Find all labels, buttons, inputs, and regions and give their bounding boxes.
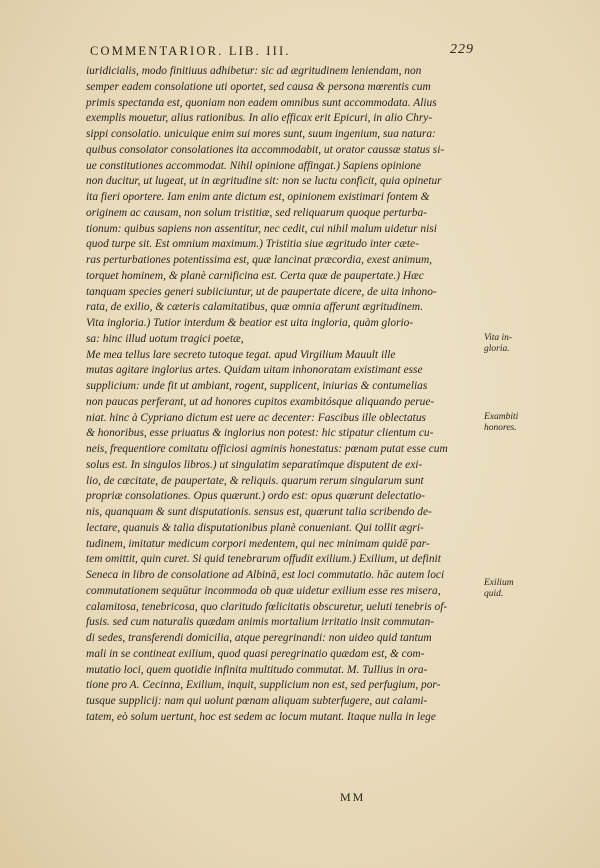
text-line: tatem, eò solum uertunt, hoc est sedem ac locum mutant. Itaque nulla in lege	[86, 710, 436, 723]
text-line: non paucas perferant, ut ad honores cupitos exambitósque aliquando perue-	[86, 395, 435, 408]
text-line: tanquam species generi subiiciuntur, ut de paupertate dicere, de uita inhono-	[86, 285, 437, 298]
body-text	[86, 64, 448, 726]
margin-note-line: honores.	[484, 423, 517, 433]
text-line: Seneca in libro de consolatione ad Albinā, est loci commutatio. hāc autem loci	[86, 569, 445, 581]
text-line: ita fieri oportere. Iam enim ante dictum est, opinionem existimari fontem &	[86, 191, 430, 203]
text-line: torquet hominem, & planè carnificina est. Certa quæ de paupertate.) Hæc	[86, 269, 424, 282]
signature-mark: MM	[340, 790, 366, 804]
text-line: non ducitur, ut lugeat, ut in ægritudine sit: non se luctu conficit, quia opinetur	[86, 175, 442, 188]
text-line: supplicium: unde fit ut ambiant, rogent, supplicent, iniurias & contumelias	[86, 380, 428, 392]
text-line: sa: hinc illud uotum tragici poetæ,	[86, 332, 244, 345]
margin-note-line: Vita in-	[484, 333, 513, 343]
text-line: propriæ consolationes. Opus quærunt.) ordo est: opus quærunt delectatio-	[86, 490, 425, 503]
text-line: ue constitutiones accommodat. Nihil opinione affingat.) Sapiens opinione	[86, 159, 422, 172]
text-line: quibus consolator consolationes ita accommodabit, ut orator caussæ status si-	[86, 143, 445, 156]
text-line: mali in se contineat exilium, quod quasi peregrinatio quædam est, & com-	[86, 647, 425, 660]
text-line: tusque supplicij: nam qui uolunt pœnam aliquam subterfugere, aut calami-	[86, 695, 428, 707]
text-line: nis, quanquam & sunt disputationis. sensus est, quærunt talia scribendo de-	[86, 506, 432, 518]
text-line: quod turpe sit. Est omnium maximum.) Tristitia siue ægritudo inter cæte-	[86, 238, 419, 251]
text-line: exemplis mouetur, alius rationibus. In alio efficax erit Epicuri, in alio Chry-	[86, 112, 433, 125]
text-line: neis, frequentiore comitatu officiosi agminis honestatus: pœnam putat esse cum	[86, 443, 448, 455]
text-line: di sedes, transferendi domicilia, atque peregrinandi: non uideo quid tantum	[86, 632, 432, 644]
margin-note-line: gloria.	[484, 344, 510, 354]
text-line: fusis. sed cum naturalis quædam animis mortalium irritatio insit commutan-	[86, 616, 435, 629]
text-line: iuridicialis, modo finitiuus adhibetur: sic ad ægritudinem leniendam, non	[86, 65, 422, 77]
text-line: tudinem, imitatur medicum corpori medentem, qui nec minimam quidē par-	[86, 537, 430, 550]
text-line: Me mea tellus lare secreto tutoque tegat. apud Virgilium Mauult ille	[86, 348, 396, 361]
text-line: Vita ingloria.) Tutior interdum & beatior est uita ingloria, quàm glorio-	[86, 317, 414, 329]
margin-note-line: Exilium	[484, 578, 514, 588]
text-line: rata, de exilio, & cæteris calamitatibus, quæ omnia afferunt ægritudinem.	[86, 301, 423, 314]
text-line: mutas agitare inglorius artes. Quidam uitam inhonoratam existimant esse	[86, 364, 423, 377]
text-line: tem omittit, quin curet. Si quid tenebrarum offudit exilium.) Exilium, ut definit	[86, 553, 441, 566]
page-number: 229	[450, 42, 474, 57]
margin-note-line: Exambiti	[484, 412, 519, 422]
text-line: primis spectanda est, quoniam non eadem omnibus sunt accommodata. Alius	[86, 96, 437, 109]
text-line: lectare, quanuis & talia disputationibus planè conueniant. Qui tollit ægri-	[86, 521, 424, 534]
text-line: solus est. In singulos libros.) ut singulatim separatímque disputent de exi-	[86, 458, 423, 471]
text-line: calamitosa, tenebricosa, quo claritudo fœlicitatis obscuretur, ueluti tenebris of-	[86, 600, 448, 613]
margin-note-vita-ingloria	[484, 333, 512, 355]
text-line: sippi consolatio. unicuique enim sui mores sunt, suum ingenium, sua natura:	[86, 128, 436, 140]
margin-note-exambiti-honores	[484, 412, 518, 434]
text-line: semper eadem consolatione uti oportet, sed causa & persona mœrentis cum	[86, 80, 431, 93]
text-line: mutatio loci, quem quotidie infinita multitudo commutat. M. Tullius in ora-	[86, 663, 428, 676]
text-line: ras perturbationes potentissima est, quæ lancinat præcordia, exest animum,	[86, 254, 433, 266]
text-line: & honoribus, esse priuatus & inglorius non potest: hic stipatur clientum cu-	[86, 427, 434, 440]
text-line: tionum: quibus sapiens non assentitur, nec cedit, cui nihil malum uidetur nisi	[86, 222, 437, 235]
text-line: lio, de cæcitate, de paupertate, & reliquis. quarum rerum singularum sunt	[86, 474, 424, 487]
text-line: niat. hinc à Cypriano dictum est uere ac decenter: Fascibus ille oblectatus	[86, 411, 426, 424]
margin-note-exilium-quid	[484, 578, 514, 600]
text-line: commutationem sequūtur incommoda ob quæ uidetur exilium esse res misera,	[86, 584, 441, 597]
running-head: COMMENTARIOR. LIB. III.	[90, 44, 291, 58]
margin-note-line: quid.	[484, 589, 504, 599]
text-line: tione pro A. Cecinna, Exilium, inquit, supplicium non est, sed perfugium, por-	[86, 679, 441, 692]
text-line: originem ac causam, non solum tristitiæ, sed reliquarum quoque perturba-	[86, 206, 427, 219]
